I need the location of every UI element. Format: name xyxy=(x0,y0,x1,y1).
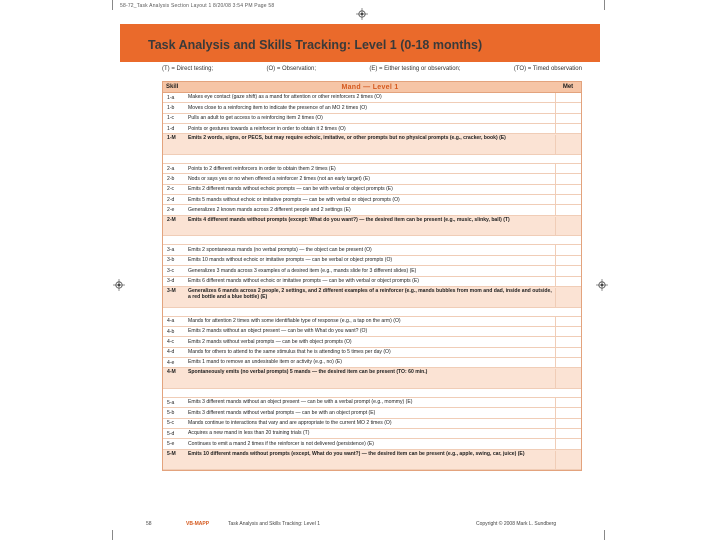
skill-description: Emits 3 different mands without verbal prompts — can be with an object prompt (E) xyxy=(188,409,376,416)
met-checkbox-cell[interactable] xyxy=(555,277,581,286)
skill-id: 5-b xyxy=(167,409,175,416)
met-checkbox-cell[interactable] xyxy=(555,217,581,236)
skill-description: Points or gestures towards a reinforcer in order to obtain it 2 times (O) xyxy=(188,125,346,132)
crop-mark xyxy=(112,0,113,10)
registration-target-icon xyxy=(596,279,608,291)
table-row xyxy=(163,419,581,429)
footer-page-number: 58 xyxy=(146,521,152,527)
skill-id: 4-a xyxy=(167,318,175,325)
milestone-row xyxy=(163,134,581,155)
skill-id: 4-d xyxy=(167,349,175,356)
milestone-row xyxy=(163,216,581,237)
met-checkbox-cell[interactable] xyxy=(555,358,581,367)
skill-description: Emits 10 mands without echoic or imitative prompts — can be verbal or object prompts (O) xyxy=(188,257,393,264)
met-checkbox-cell[interactable] xyxy=(555,174,581,183)
table-row xyxy=(163,277,581,287)
registration-target-icon xyxy=(356,8,368,20)
skill-id: 2-M xyxy=(167,216,176,223)
met-checkbox-cell[interactable] xyxy=(555,439,581,448)
skill-id: 4-c xyxy=(167,338,175,345)
skill-description: Emits 2 spontaneous mands (no verbal prompts) — the object can be present (O) xyxy=(188,246,372,253)
met-checkbox-cell[interactable] xyxy=(555,317,581,326)
milestone-row xyxy=(163,287,581,308)
skill-description: Mands continue to interactions that vary and are appropriate to the current MO 2 times (O) xyxy=(188,420,392,427)
skill-id: 5-c xyxy=(167,420,175,427)
table-row xyxy=(163,348,581,358)
skill-description: Emits 2 different mands without echoic prompts — can be with verbal or object prompts (E) xyxy=(188,186,393,193)
skill-id: 4-e xyxy=(167,359,175,366)
table-row xyxy=(163,327,581,337)
skill-column-header: Skill xyxy=(166,84,179,90)
skill-id: 5-d xyxy=(167,430,175,437)
skill-id: 3-c xyxy=(167,267,175,274)
table-header xyxy=(163,82,581,93)
table-body xyxy=(163,93,581,470)
met-checkbox-cell[interactable] xyxy=(555,337,581,346)
skill-id: 5-a xyxy=(167,399,175,406)
scoring-legend xyxy=(162,66,582,72)
table-row xyxy=(163,164,581,174)
skill-description: Emits 10 different mands without prompts (except, What do you want?) — the desired item can be present (e.g., apple, swing, car, juice) (E) xyxy=(188,450,525,457)
skill-id: 1-a xyxy=(167,94,175,101)
legend-observation: (O) = Observation; xyxy=(266,66,317,72)
page-title: Task Analysis and Skills Tracking: Level 1 (0-18 months) xyxy=(148,38,483,52)
table-row xyxy=(163,185,581,195)
table-row xyxy=(163,195,581,205)
skill-description: Makes eye contact (gaze shift) as a mand for attention or other reinforcers 2 times (O) xyxy=(188,94,382,101)
skill-description: Emits 2 mands without an object present — can be with What do you want? (O) xyxy=(188,328,368,335)
table-row xyxy=(163,174,581,184)
registration-mark-right xyxy=(596,279,608,291)
met-checkbox-cell[interactable] xyxy=(555,369,581,388)
skill-id: 2-d xyxy=(167,196,175,203)
met-checkbox-cell[interactable] xyxy=(555,348,581,357)
skill-description: Emits 5 mands without echoic or imitative prompts — can be with verbal or object prompts (O) xyxy=(188,196,400,203)
legend-direct-testing: (T) = Direct testing; xyxy=(162,66,214,72)
crop-mark xyxy=(112,530,113,540)
skill-description: Generalizes 2 known mands across 2 different people and 2 settings (E) xyxy=(188,206,351,213)
legend-either: (E) = Either testing or observation; xyxy=(369,66,461,72)
skill-description: Emits 3 different mands without an object present — can be with a verbal prompt (e.g., mommy) (E) xyxy=(188,399,413,406)
skill-id: 3-M xyxy=(167,287,176,294)
met-checkbox-cell[interactable] xyxy=(555,185,581,194)
table-row xyxy=(163,337,581,347)
skill-description: Generalizes 3 mands across 3 examples of a desired item (e.g., mands slide for 3 different slides) (E) xyxy=(188,267,417,274)
met-checkbox-cell[interactable] xyxy=(555,245,581,254)
table-row xyxy=(163,408,581,418)
table-row xyxy=(163,103,581,113)
registration-mark-top xyxy=(356,8,368,20)
met-checkbox-cell[interactable] xyxy=(555,429,581,438)
group-spacer xyxy=(163,308,581,317)
skill-id: 3-b xyxy=(167,257,175,264)
table-row xyxy=(163,317,581,327)
skill-description: Nods or says yes or no when offered a reinforcer 2 times (not an early target) (E) xyxy=(188,175,370,182)
skill-id: 3-a xyxy=(167,247,175,254)
skill-description: Continues to emit a mand 2 times if the reinforcer is not delivered (persistence) (E) xyxy=(188,440,375,447)
skill-id: 5-M xyxy=(167,450,176,457)
group-spacer xyxy=(163,236,581,245)
skill-description: Generalizes 6 mands across 2 people, 2 settings, and 2 different examples of a reinforcer (e.g., mands bubbles from mom and dad, inside and outside, a red bottle and a blue bottle) (E) xyxy=(188,287,552,301)
group-spacer xyxy=(163,389,581,398)
skill-description: Acquires a new mand in less than 20 training trials (T) xyxy=(188,430,310,437)
milestone-row xyxy=(163,368,581,389)
table-row xyxy=(163,256,581,266)
skill-description: Mands for others to attend to the same stimulus that he is attending to 5 times per day (O) xyxy=(188,349,391,356)
met-checkbox-cell[interactable] xyxy=(555,93,581,102)
table-title: Mand — Level 1 xyxy=(341,83,399,91)
met-checkbox-cell[interactable] xyxy=(555,256,581,265)
group-spacer xyxy=(163,155,581,164)
table-row xyxy=(163,93,581,103)
met-checkbox-cell[interactable] xyxy=(555,124,581,133)
skill-description: Moves close to a reinforcing item to indicate the presence of an MO 2 times (O) xyxy=(188,104,367,111)
table-row xyxy=(163,205,581,215)
footer-brand: VB-MAPP xyxy=(186,521,210,527)
footer-copyright: Copyright © 2008 Mark L. Sundberg xyxy=(476,521,557,527)
skill-id: 2-c xyxy=(167,186,175,193)
skill-description: Emits 6 different mands without echoic or imitative prompts — can be with verbal or object prompts (E) xyxy=(188,277,419,284)
skill-description: Points to 2 different reinforcers in order to obtain them 2 times (E) xyxy=(188,165,336,172)
table-row xyxy=(163,439,581,449)
crop-mark xyxy=(604,0,605,10)
met-checkbox-cell[interactable] xyxy=(555,103,581,112)
table-row xyxy=(163,429,581,439)
met-checkbox-cell[interactable] xyxy=(555,327,581,336)
skill-id: 1-d xyxy=(167,125,175,132)
milestone-row xyxy=(163,450,581,471)
skill-description: Emits 2 words, signs, or PECS, but may require echoic, imitative, or other prompts but no physical prompts (e.g., cracker, book) (E) xyxy=(188,135,506,142)
table-row xyxy=(163,398,581,408)
table-row xyxy=(163,245,581,255)
met-checkbox-cell[interactable] xyxy=(555,408,581,417)
met-checkbox-cell[interactable] xyxy=(555,195,581,204)
met-checkbox-cell[interactable] xyxy=(555,114,581,123)
legend-timed-observation: (TO) = Timed observation xyxy=(513,66,582,72)
table-row xyxy=(163,124,581,134)
skill-id: 2-b xyxy=(167,176,175,183)
skill-description: Emits 2 mands without verbal prompts — can be with object prompts (O) xyxy=(188,338,352,345)
table-row xyxy=(163,266,581,276)
met-column-header: Met xyxy=(562,84,574,90)
met-checkbox-cell[interactable] xyxy=(555,451,581,470)
skill-id: 2-e xyxy=(167,207,175,214)
skill-id: 1-c xyxy=(167,115,175,122)
skill-id: 3-d xyxy=(167,278,175,285)
skill-description: Emits 1 mand to remove an undesirable item or activity (e.g., no) (E) xyxy=(188,359,343,366)
skill-id: 1-M xyxy=(167,135,176,142)
met-checkbox-cell[interactable] xyxy=(555,419,581,428)
skill-description: Mands for attention 2 times with some identifiable type of response (e.g., a tap on the arm) (O) xyxy=(188,318,401,324)
met-checkbox-cell[interactable] xyxy=(555,266,581,275)
registration-mark-left xyxy=(113,279,125,291)
skill-id: 2-a xyxy=(167,165,175,172)
skill-description: Pulls an adult to get access to a reinforcing item 2 times (O) xyxy=(188,115,323,122)
met-checkbox-cell[interactable] xyxy=(555,205,581,214)
title-banner xyxy=(120,24,600,62)
skill-id: 4-b xyxy=(167,328,175,335)
met-checkbox-cell[interactable] xyxy=(555,288,581,307)
met-checkbox-cell[interactable] xyxy=(555,135,581,154)
skill-id: 4-M xyxy=(167,369,176,376)
met-checkbox-cell[interactable] xyxy=(555,398,581,407)
registration-target-icon xyxy=(113,279,125,291)
skill-id: 1-b xyxy=(167,105,175,112)
table-row xyxy=(163,358,581,368)
print-slug: 58-72_Task Analysis Section Layout 1 8/20/08 3:54 PM Page 58 xyxy=(120,3,275,9)
skill-description: Emits 4 different mands without prompts (except: What do you want?) — the desired item can be present (e.g., music, slinky, ball) (T) xyxy=(188,216,510,223)
skills-table xyxy=(162,81,582,471)
crop-mark xyxy=(604,530,605,540)
table-row xyxy=(163,114,581,124)
skill-description: Spontaneously emits (no verbal prompts) 5 mands — the desired item can be present (TO: 60 min.) xyxy=(188,369,428,376)
met-checkbox-cell[interactable] xyxy=(555,164,581,173)
footer-section: Task Analysis and Skills Tracking: Level 1 xyxy=(228,521,320,527)
skill-id: 5-e xyxy=(167,440,175,447)
